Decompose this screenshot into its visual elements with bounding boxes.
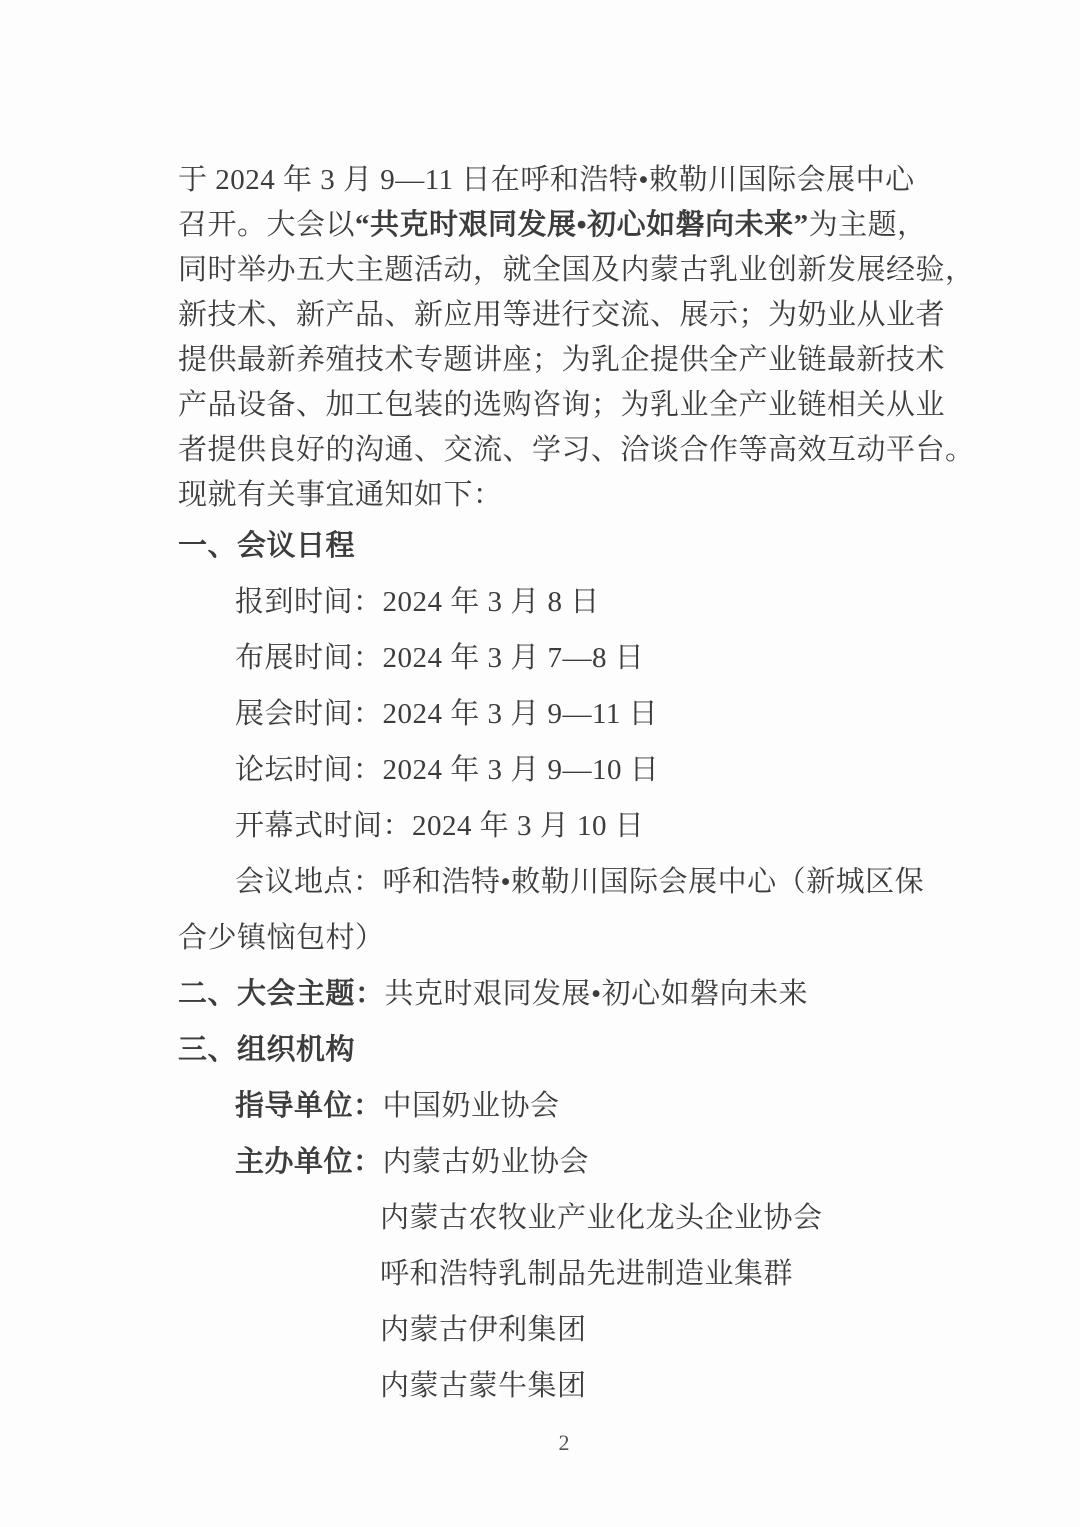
venue-line: 会议地点：呼和浩特•敕勒川国际会展中心（新城区保 <box>235 866 925 898</box>
org-guide-label: 指导单位： <box>235 1090 383 1122</box>
body-line: 同时举办五大主题活动，就全国及内蒙古乳业创新发展经验， <box>178 254 975 286</box>
org-host-value: 内蒙古奶业协会 <box>382 1146 590 1178</box>
schedule-item-checkin: 报到时间：2024 年 3 月 8 日 <box>235 586 600 618</box>
org-host-item: 内蒙古伊利集团 <box>380 1314 587 1346</box>
body-text: 为主题， <box>808 209 927 241</box>
schedule-item-forum: 论坛时间：2024 年 3 月 9—10 日 <box>235 754 660 786</box>
body-line: 者提供良好的沟通、交流、学习、洽谈合作等高效互动平台。 <box>178 434 975 466</box>
org-guide-line <box>178 1078 950 1134</box>
theme-value: 共克时艰同发展•初心如磐向未来 <box>384 978 809 1010</box>
body-line: 提供最新养殖技术专题讲座；为乳企提供全产业链最新技术 <box>178 344 946 376</box>
body-line: 新技术、新产品、新应用等进行交流、展示；为奶业从业者 <box>178 299 946 331</box>
venue-line-continued: 合少镇恼包村） <box>178 922 385 954</box>
schedule-item-setup: 布展时间：2024 年 3 月 7—8 日 <box>235 642 645 674</box>
section-heading-theme <box>178 966 950 1022</box>
body-line: 现就有关事宜通知如下： <box>178 479 503 511</box>
body-text: 召开。大会以 <box>178 209 356 241</box>
theme-label: 二、大会主题： <box>178 978 385 1010</box>
body-line <box>178 203 950 248</box>
section-heading-agenda: 一、会议日程 <box>178 530 356 562</box>
org-host-line <box>178 1134 950 1190</box>
body-line: 于 2024 年 3 月 9—11 日在呼和浩特•敕勒川国际会展中心 <box>178 164 915 196</box>
schedule-item-expo: 展会时间：2024 年 3 月 9—11 日 <box>235 698 659 730</box>
org-host-item: 内蒙古蒙牛集团 <box>380 1370 587 1402</box>
schedule-item-opening: 开幕式时间：2024 年 3 月 10 日 <box>235 810 645 842</box>
org-host-item: 内蒙古农牧业产业化龙头企业协会 <box>380 1202 823 1234</box>
body-line: 产品设备、加工包装的选购咨询；为乳业全产业链相关从业 <box>178 389 946 421</box>
org-host-label: 主办单位： <box>235 1146 383 1178</box>
document-content <box>178 158 975 1458</box>
org-host-item: 呼和浩特乳制品先进制造业集群 <box>380 1258 794 1290</box>
page-number: 2 <box>558 1430 570 1455</box>
theme-quote-bold: “共克时艰同发展•初心如磐向未来” <box>355 209 809 241</box>
section-heading-organization: 三、组织机构 <box>178 1034 356 1066</box>
org-guide-value: 中国奶业协会 <box>382 1090 560 1122</box>
